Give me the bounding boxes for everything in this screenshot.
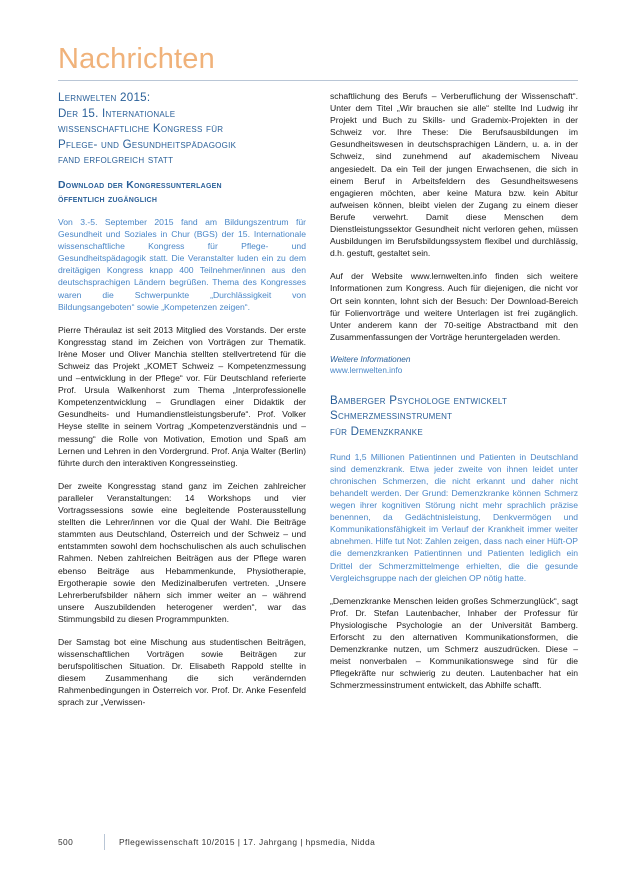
headline-line: Pflege- und Gesundheitspädagogik — [58, 137, 237, 151]
footer-divider — [104, 834, 105, 850]
article-1-paragraph-5: Auf der Website www.lernwelten.info finden sich weitere Informationen zum Kongress. Auch für diejenigen, die nicht vor Ort sein konnten, lohnt sich der Besuch: Der Download-Bereich für Folienvorträge und weitere Unterlagen ist frei zugänglich. Unter anderem kann der 70-seitige Abstractband mit den Zusammenfassungen der Vorträge heruntergeladen werden. — [330, 271, 578, 342]
article-1-paragraph-3: Der Samstag bot eine Mischung aus studentischen Beiträgen, wissenschaftlichen Vorträgen sowie Beiträgen zur berufspolitischen Situation. Dr. Elisabeth Rappold stellte in diesem Zusammenhang die sich verändernden Rahmenbedingungen in Österreich vor. Prof. Dr. Anke Fesenfeld sprach zur „Verwissen- — [58, 636, 306, 708]
headline-line: wissenschaftliche Kongress für — [58, 122, 224, 136]
headline-line: Der 15. Internationale — [58, 106, 176, 120]
headline-line: fand erfolgreich statt — [58, 153, 174, 167]
headline-line: für Demenzkranke — [330, 425, 423, 439]
headline-line: Bamberger Psychologe entwickelt — [330, 393, 508, 407]
footer-publication-info: Pflegewissenschaft 10/2015 | 17. Jahrgang | hpsmedia, Nidda — [119, 837, 376, 847]
page-footer — [58, 834, 578, 850]
subheadline-line: öffentlich zugänglich — [58, 193, 158, 205]
article-2-headline — [330, 393, 578, 440]
footer-page-number: 500 — [58, 837, 74, 847]
column-left — [58, 90, 306, 720]
article-2-paragraph-1: „Demenzkranke Menschen leiden großes Schmerzunglück“, sagt Prof. Dr. Stefan Lautenbacher, Inhaber der Professur für Physiologische Psychologie an der Universität Bamberg. Erforscht zu den alternativen Kommunikationsformen, die Demenzkranke nutzen, um Schmerz auszudrücken. Diese – meist nonverbalen – Kommunikationswege sind für die Pflegekräfte nur schwierig zu deuten. Lautenbacher hat ein Schmerzmessinstrument entwickelt, das Abhilfe schafft. — [330, 595, 578, 691]
subheadline-line: Download der Kongressunterlagen — [58, 179, 222, 191]
headline-line: Schmerzmessinstrument — [330, 409, 453, 423]
article-1-lead-paragraph: Von 3.-5. September 2015 fand am Bildungszentrum für Gesundheit und Soziales in Chur (BGS) der 15. Internationale wissenschaftliche Kongress für Pflege- und Gesundheitspädagogik statt. Die Veranstalter luden ein zu dem dreitägigen Kongress knapp 400 Teilnehmer/innen aus den deutschsprachigen Ländern begrüßen. Thema des Kongresses waren die Schwerpunkte „Durchlässigkeit von Bildungsangeboten“ sowie „Kompetenzen zeigen“. — [58, 216, 306, 312]
masthead — [58, 44, 578, 81]
lernwelten-website-link[interactable]: www.lernwelten.info — [330, 366, 403, 376]
article-1-paragraph-1: Pierre Théraulaz ist seit 2013 Mitglied des Vorstands. Der erste Kongresstag stand im Zeichen von Vorträgen zur Thematik. Irène Moser und Oliver Manchia stellten stellvertretend für die Schweiz das Projekt „KOMET Schweiz – Kompetenzmessung und –entwicklung in der Pflege“ vor. Für Deutschland referierte Prof. Ursula Walkenhorst zum Thema „Interprofessionelle Kompetenzentwicklung – Grundlagen einer Didaktik der Gesundheits- und Humandienstleistungsberufe“. Prof. Volker Heyse stellte in seinem Vortrag „Kompetenzverständnis und –messung“ die Rolle von Motivation, Emotion und Spaß am Lernen und Lehren in den Vordergrund. Prof. Anja Walter (Berlin) führte durch den interaktiven Kongresseinstieg. — [58, 324, 306, 468]
page-title: Nachrichten — [58, 43, 215, 75]
article-2-lead-paragraph: Rund 1,5 Millionen Patientinnen und Patienten in Deutschland sind demenzkrank. Etwa jeder zweite von ihnen leidet unter chronischen Schmerzen, die nicht erkannt und daher nicht behandelt werden. Der Grund: Demenzkranke können Schmerz wegen ihrer kognitiven Störung nicht mehr sprachlich präzise benennen, da Gedächtnisleistung, Denkvermögen und Kommunikationsfähigkeit im Verlauf der Krankheit immer weiter abnehmen. Hilfe tut Not: Zahlen zeigen, dass nach einer Hüft-OP die demenzkranken Patientinnen und Patienten lediglich ein Drittel der Schmerzmittelmenge erhielten, die die gesunde Vergleichsgruppe nach der gleichen OP nötig hatte. — [330, 451, 578, 583]
article-1-paragraph-2: Der zweite Kongresstag stand ganz im Zeichen zahlreicher paralleler Veranstaltungen: 14 Workshops und vier Vortragssessions sowie eine begleitende Posterausstellung stellten die Lehrer/innen vor die Qual der Wahl. Die Beiträge stammten aus Deutschland, Österreich und der Schweiz – und entstammten sowohl dem hochschulischen als auch schulischen Rahmen. Neben zahlreichen Beiträgen aus der Pflege waren ebenso Beiträge aus Hebammenkunde, Physiotherapie, Ergotherapie sowie den Medizinalberufen vertreten. „Unsere Lehrerberufsbilder nähern sich immer weiter an – während unsere Auszubildenden heterogener werden“, war das Stimmungsbild zu diesen Programmpunkten. — [58, 480, 306, 624]
article-columns — [58, 90, 578, 810]
headline-line: Lernwelten 2015: — [58, 91, 151, 104]
article-1-headline — [58, 90, 306, 168]
column-right — [330, 90, 578, 702]
article-1-paragraph-4: schaftlichung des Berufs – Verberuflichung der Wissenschaft“. Unter dem Titel „Wir brauchen sie alle“ stellte Ind Ludwig ihr Projekt und Buch zu Skills- und Grademix-Projekten in der Schweiz vor. Ihre These: Die Berufsausbildungen im Gesundheitswesen in deutschsprachigen Ländern, u. a. in der Schweiz, sind zunehmend auf akademischem Niveau angesiedelt. Da ein Teil der jungen Erwachsenen, die sich in einem Beruf in Arbeitsfeldern des Gesundheitswesens engagieren möchten, aber keine Matura bzw. kein Abitur aufweisen können, bleibt vielen der Zugang zu einem dieser Berufe verwehrt. Damit diese Menschen dem Dienstleistungssektor Gesundheit nicht verloren gehen, müssen Ausbildungen im Berufsbildungssystem flexibel und durchlässig, d.h. gestuft, gestaltet sein. — [330, 91, 578, 259]
article-1-subheadline — [58, 179, 306, 207]
masthead-divider — [58, 80, 578, 81]
further-information-label: Weitere Informationen — [330, 354, 411, 364]
